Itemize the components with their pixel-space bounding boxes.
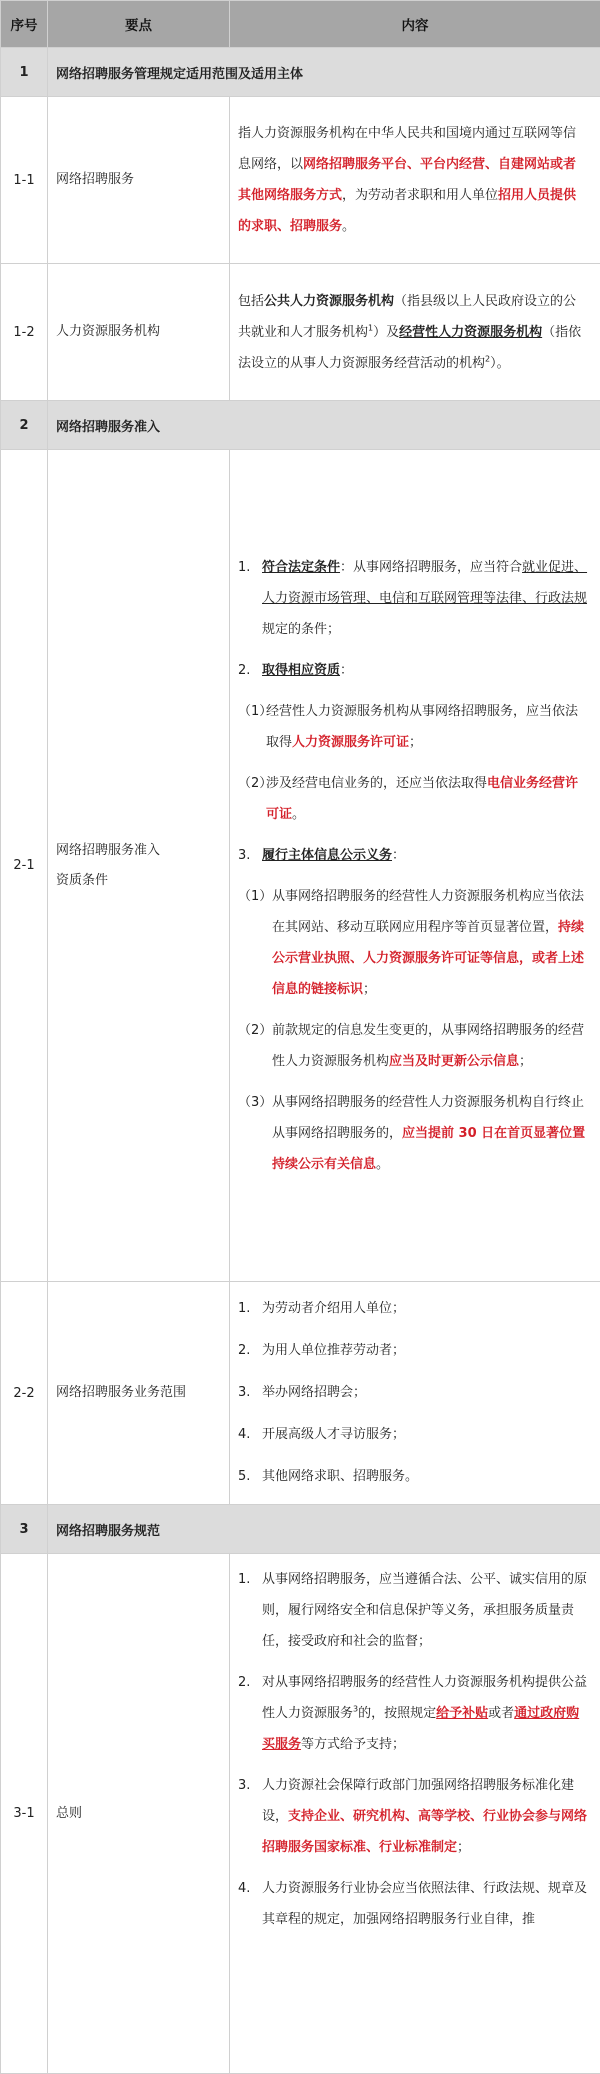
content-text: 经营性人力资源服务机构从事网络招聘服务，应当依法取得: [266, 704, 578, 750]
header-number: 序号: [1, 1, 48, 48]
content-text: 人力资源服务行业协会应当依照法律、行政法规、规章及其章程的规定，加强网络招聘服务行业自律，推: [262, 1881, 587, 1927]
content-underline: 就业促进、人力资源市场管理、电信和互联网管理等法律、行政法规: [262, 560, 587, 606]
content-text: ，为劳动者求职和用人单位: [342, 188, 498, 203]
sub-list-number: （2）: [238, 768, 272, 799]
list-number: 2.: [238, 1667, 250, 1698]
list-item: [238, 552, 588, 645]
sub-list-number: （2）: [238, 1015, 272, 1046]
content-text: 其他网络求职、招聘服务。: [262, 1469, 418, 1484]
footnote-mark: 3: [353, 1705, 358, 1714]
content-highlight: 给予补贴: [436, 1706, 488, 1721]
row-point: [48, 450, 230, 1282]
list-item: [238, 1330, 588, 1372]
section-title: 网络招聘服务管理规定适用范围及适用主体: [48, 48, 600, 97]
section-row-1: [1, 48, 600, 97]
section-number: 3: [1, 1505, 48, 1554]
list-number: 4.: [238, 1414, 250, 1456]
list-number: 2.: [238, 655, 250, 686]
section-number: 2: [1, 401, 48, 450]
sub-list-item: [238, 1015, 588, 1077]
row-number: 2-2: [1, 1282, 48, 1505]
content-text: 规定的条件；: [262, 622, 340, 637]
content-text: ；: [409, 735, 422, 750]
content-text: ：: [340, 663, 353, 678]
list-item: [238, 1770, 588, 1863]
list-number: 3.: [238, 1372, 250, 1414]
sub-list-item: [238, 768, 588, 830]
content-text: 前款规定的信息发生变更的，从事网络招聘服务的经营性人力资源服务机构: [272, 1023, 584, 1069]
list-item: [238, 1667, 588, 1760]
content-highlight: 招用人员提供的求职、招聘服务: [238, 188, 576, 234]
list-item: [238, 1456, 588, 1498]
footnote-mark: 1: [368, 323, 373, 332]
header-content: 内容: [230, 1, 600, 48]
content-text: 为用人单位推荐劳动者；: [262, 1343, 405, 1358]
content-text: 举办网络招聘会；: [262, 1385, 366, 1400]
list-item: [238, 655, 588, 686]
content-text: （指县级以上人民政府设立的公共就业和人才服务机构: [238, 294, 576, 340]
content-bold: 公共人力资源服务机构: [264, 294, 394, 309]
section-row-3: [1, 1505, 600, 1554]
content-text: ；: [363, 982, 376, 997]
sub-list-number: （1）: [238, 881, 272, 912]
header-point: 要点: [48, 1, 230, 48]
section-title: 网络招聘服务准入: [48, 401, 600, 450]
content-bold: 履行主体信息公示义务: [262, 848, 392, 863]
section-title: 网络招聘服务规范: [48, 1505, 600, 1554]
row-content: [230, 264, 600, 401]
row-number: 3-1: [1, 1554, 48, 2074]
row-number: 1-2: [1, 264, 48, 401]
content-text: ）及: [373, 325, 399, 340]
row-point: 人力资源服务机构: [48, 264, 230, 401]
content-text: 为劳动者介绍用人单位；: [262, 1301, 405, 1316]
row-point: 网络招聘服务: [48, 97, 230, 264]
list-number: 1.: [238, 1564, 250, 1595]
list-number: 3.: [238, 1770, 250, 1801]
sub-list-number: （1）: [238, 696, 272, 727]
table-row-2-1: [1, 450, 600, 1282]
list-item: [238, 1414, 588, 1456]
content-bold: 取得相应资质: [262, 663, 340, 678]
content-text: 指人力资源服务机构在中华人民共和国境内通过互联网等信息网络，以: [238, 126, 576, 172]
table-row-3-1: [1, 1554, 600, 2074]
list-number: 5.: [238, 1456, 250, 1498]
sub-list-item: [238, 1087, 588, 1180]
sub-list-item: [238, 696, 588, 758]
content-highlight: 人力资源服务许可证: [292, 735, 409, 750]
content-text: ）。: [490, 356, 510, 371]
footnote-mark: 2: [485, 354, 490, 363]
content-text: ；: [519, 1054, 532, 1069]
content-text: 开展高级人才寻访服务；: [262, 1427, 405, 1442]
row-point: 总则: [48, 1554, 230, 2074]
content-text: 对从事网络招聘服务的经营性人力资源服务机构提供公益性人力资源服务: [262, 1675, 587, 1721]
content-highlight: 持续公示营业执照、人力资源服务许可证等信息，或者上述信息的链接标识: [272, 920, 584, 997]
row-point: 网络招聘服务业务范围: [48, 1282, 230, 1505]
list-item: [238, 1873, 588, 1935]
content-highlight: 支持企业、研究机构、高等学校、行业协会参与网络招聘服务国家标准、行业标准制定: [262, 1809, 587, 1855]
content-text: ：从事网络招聘服务，应当符合: [340, 560, 522, 575]
content-highlight: 应当及时更新公示信息: [389, 1054, 519, 1069]
content-text: 从事网络招聘服务的经营性人力资源服务机构应当依法在其网站、移动互联网应用程序等首页显著位置，: [272, 889, 584, 935]
section-row-2: [1, 401, 600, 450]
content-text: ；: [457, 1840, 470, 1855]
list-item: [238, 1288, 588, 1330]
content-text: 涉及经营电信业务的，还应当依法取得: [266, 776, 487, 791]
row-point-line: 网络招聘服务准入: [56, 836, 228, 866]
sub-list-item: [238, 881, 588, 1005]
row-content: [230, 1554, 600, 2074]
section-number: 1: [1, 48, 48, 97]
row-content: [230, 1282, 600, 1505]
content-text: 人力资源社会保障行政部门加强网络招聘服务标准化建设，: [262, 1778, 574, 1824]
list-number: 4.: [238, 1873, 250, 1904]
content-text: 从事网络招聘服务，应当遵循合法、公平、诚实信用的原则，履行网络安全和信息保护等义务，承担服务质量责任，接受政府和社会的监督；: [262, 1572, 587, 1649]
sub-list-number: （3）: [238, 1087, 272, 1118]
content-highlight: 电信业务经营许可证: [266, 776, 578, 822]
table-header-row: [1, 1, 600, 48]
row-point-line: 资质条件: [56, 866, 228, 896]
content-bold: 经营性人力资源服务机构: [399, 325, 542, 340]
table-row-1-2: [1, 264, 600, 401]
row-content: [230, 97, 600, 264]
content-text: 或者: [488, 1706, 514, 1721]
list-item: [238, 1372, 588, 1414]
content-text: 从事网络招聘服务的经营性人力资源服务机构自行终止从事网络招聘服务的，: [272, 1095, 584, 1141]
content-text: 。: [292, 807, 305, 822]
content-bold: 符合法定条件: [262, 560, 340, 575]
table-row-1-1: [1, 97, 600, 264]
content-text: （指依法设立的从事人力资源服务经营活动的机构: [238, 325, 581, 371]
list-number: 2.: [238, 1330, 250, 1372]
row-number: 1-1: [1, 97, 48, 264]
content-text: 等方式给予支持；: [301, 1737, 405, 1752]
content-highlight: 通过政府购买服务: [262, 1706, 579, 1752]
list-number: 1.: [238, 1288, 250, 1330]
row-number: 2-1: [1, 450, 48, 1282]
list-number: 3.: [238, 840, 250, 871]
list-item: [238, 840, 588, 871]
content-text: 的，按照规定: [358, 1706, 436, 1721]
list-item: [238, 1564, 588, 1657]
table-row-2-2: [1, 1282, 600, 1505]
content-text: 。: [376, 1157, 389, 1172]
content-highlight: 网络招聘服务平台、平台内经营、自建网站或者其他网络服务方式: [238, 157, 576, 203]
content-highlight: 应当提前 30 日在首页显著位置持续公示有关信息: [272, 1126, 585, 1172]
content-text: 。: [342, 219, 355, 234]
list-number: 1.: [238, 552, 250, 583]
content-text: ：: [392, 848, 405, 863]
content-text: 包括: [238, 294, 264, 309]
row-content: [230, 450, 600, 1282]
